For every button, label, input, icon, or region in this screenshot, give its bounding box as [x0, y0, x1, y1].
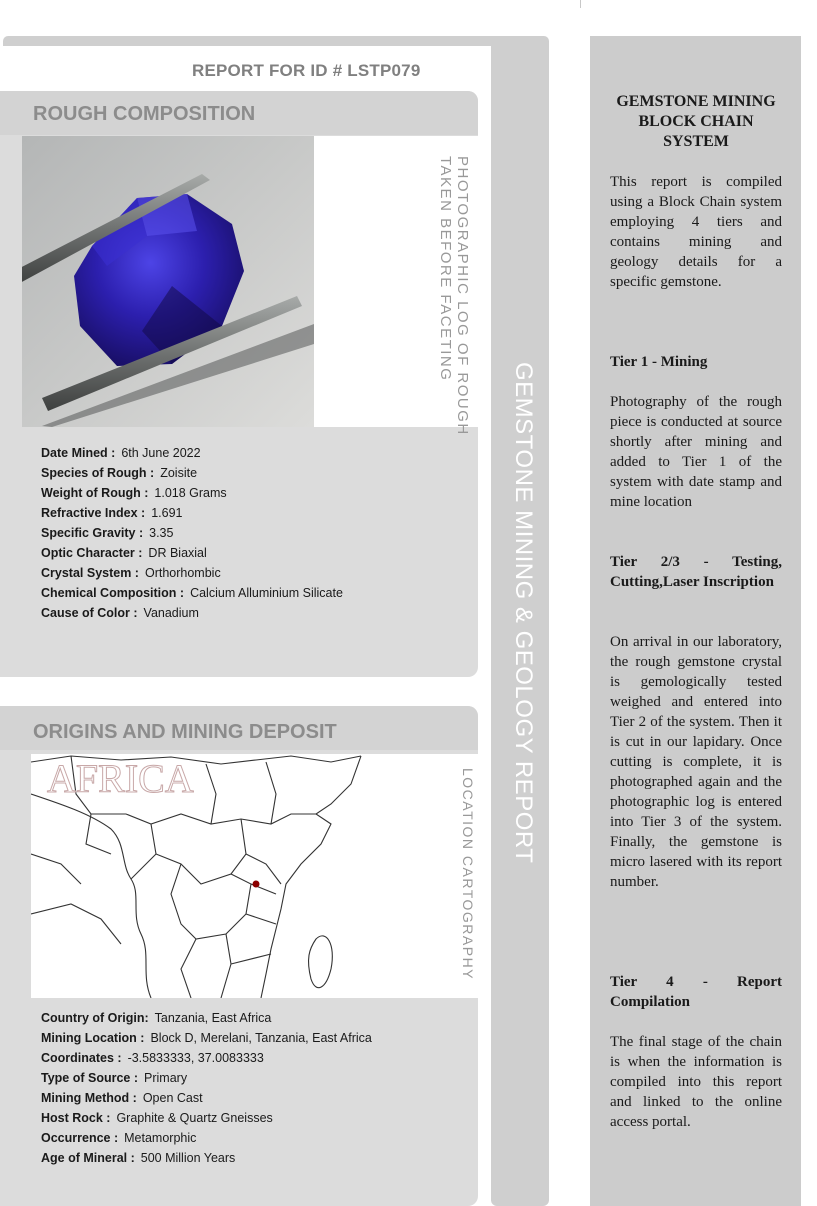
field-value: Orthorhombic	[144, 566, 221, 580]
rough-composition-title: ROUGH COMPOSITION	[33, 103, 256, 125]
rough-photo-area	[22, 136, 478, 436]
field-value: 6th June 2022	[121, 446, 201, 460]
field-label: Optic Character :	[41, 546, 143, 560]
origins-fields	[41, 1008, 372, 1168]
field-optic-character	[41, 543, 343, 563]
map-area	[31, 754, 478, 998]
field-value: Graphite & Quartz Gneisses	[116, 1111, 273, 1125]
field-host-rock	[41, 1108, 372, 1128]
field-value: Primary	[144, 1071, 188, 1085]
photo-caption-line-2: TAKEN BEFORE FACETING	[437, 156, 454, 382]
field-occurrence	[41, 1128, 372, 1148]
field-value: Open Cast	[142, 1091, 203, 1105]
header-bar	[3, 36, 549, 46]
field-label: Specific Gravity :	[41, 526, 144, 540]
field-weight	[41, 483, 343, 503]
field-value: Tanzania, East Africa	[154, 1011, 272, 1025]
map-caption: LOCATION CARTOGRAPHY	[460, 768, 476, 981]
field-label: Coordinates :	[41, 1051, 122, 1065]
field-value: Calcium Alluminium Silicate	[190, 586, 343, 600]
map-label: AFRICA	[47, 756, 194, 801]
field-value: -3.5833333, 37.0083333	[127, 1051, 264, 1065]
field-date-mined	[41, 443, 343, 463]
field-label: Weight of Rough :	[41, 486, 149, 500]
tier23-heading: Tier 2/3 - Testing, Cutting,Laser Inscription	[610, 554, 782, 590]
field-species	[41, 463, 343, 483]
field-mining-method	[41, 1088, 372, 1108]
tier1-text: Photography of the rough piece is conducted at source shortly after mining and added to Tier 1 of the system with date stamp and mine location	[610, 394, 782, 510]
field-mining-location	[41, 1028, 372, 1048]
field-label: Type of Source :	[41, 1071, 139, 1085]
sidebar-intro: This report is compiled using a Block Chain system employing 4 tiers and contains mining and geology details for a specific gemstone.	[610, 174, 782, 290]
field-value: 1.018 Grams	[154, 486, 227, 500]
field-label: Country of Origin:	[41, 1011, 149, 1025]
field-label: Crystal System :	[41, 566, 139, 580]
top-divider	[580, 0, 581, 8]
field-value: Block D, Merelani, Tanzania, East Africa	[150, 1031, 372, 1045]
africa-map	[31, 754, 436, 998]
field-value: Zoisite	[160, 466, 198, 480]
field-label: Date Mined :	[41, 446, 116, 460]
field-crystal-system	[41, 563, 343, 583]
field-type-of-source	[41, 1068, 372, 1088]
field-label: Chemical Composition :	[41, 586, 185, 600]
tier23-text: On arrival in our laboratory, the rough gemstone crystal is gemologically tested weighed and entered into Tier 2 of the system. Then it is cut in our lapidary. Once cutting is complete, it is photographed again and the photographic log is entered into Tier 3 of the system. Finally, the gemstone is micro lasered with its report number.	[610, 634, 782, 890]
field-label: Species of Rough :	[41, 466, 155, 480]
rough-photo	[22, 136, 314, 427]
field-label: Mining Method :	[41, 1091, 137, 1105]
field-value: DR Biaxial	[148, 546, 207, 560]
field-value: Vanadium	[143, 606, 199, 620]
sidebar-title: GEMSTONE MINING BLOCK CHAIN SYSTEM	[616, 93, 776, 150]
field-country	[41, 1008, 372, 1028]
tier4-text: The final stage of the chain is when the information is compiled into this report and linked to the online access portal.	[610, 1034, 782, 1130]
field-value: 1.691	[151, 506, 183, 520]
tier1-heading: Tier 1 - Mining	[610, 354, 708, 370]
photo-caption	[437, 156, 471, 436]
location-marker-icon	[253, 881, 260, 888]
field-value: Metamorphic	[124, 1131, 197, 1145]
rough-fields	[41, 443, 343, 623]
field-label: Cause of Color :	[41, 606, 138, 620]
field-coordinates	[41, 1048, 372, 1068]
vertical-title: GEMSTONE MINING & GEOLOGY REPORT	[510, 362, 537, 864]
field-label: Refractive Index :	[41, 506, 146, 520]
field-label: Occurrence :	[41, 1131, 119, 1145]
field-cause-of-color	[41, 603, 343, 623]
field-age-of-mineral	[41, 1148, 372, 1168]
field-value: 3.35	[149, 526, 174, 540]
field-label: Mining Location :	[41, 1031, 145, 1045]
origins-title: ORIGINS AND MINING DEPOSIT	[33, 721, 337, 743]
field-label: Host Rock :	[41, 1111, 111, 1125]
field-label: Age of Mineral :	[41, 1151, 135, 1165]
field-value: 500 Million Years	[140, 1151, 236, 1165]
field-refractive-index	[41, 503, 343, 523]
field-chemical-composition	[41, 583, 343, 603]
field-specific-gravity	[41, 523, 343, 543]
photo-caption-line-1: PHOTOGRAPHIC LOG OF ROUGH	[454, 156, 471, 436]
report-id: REPORT FOR ID # LSTP079	[192, 61, 421, 80]
tier4-heading: Tier 4 - Report Compilation	[610, 974, 782, 1010]
